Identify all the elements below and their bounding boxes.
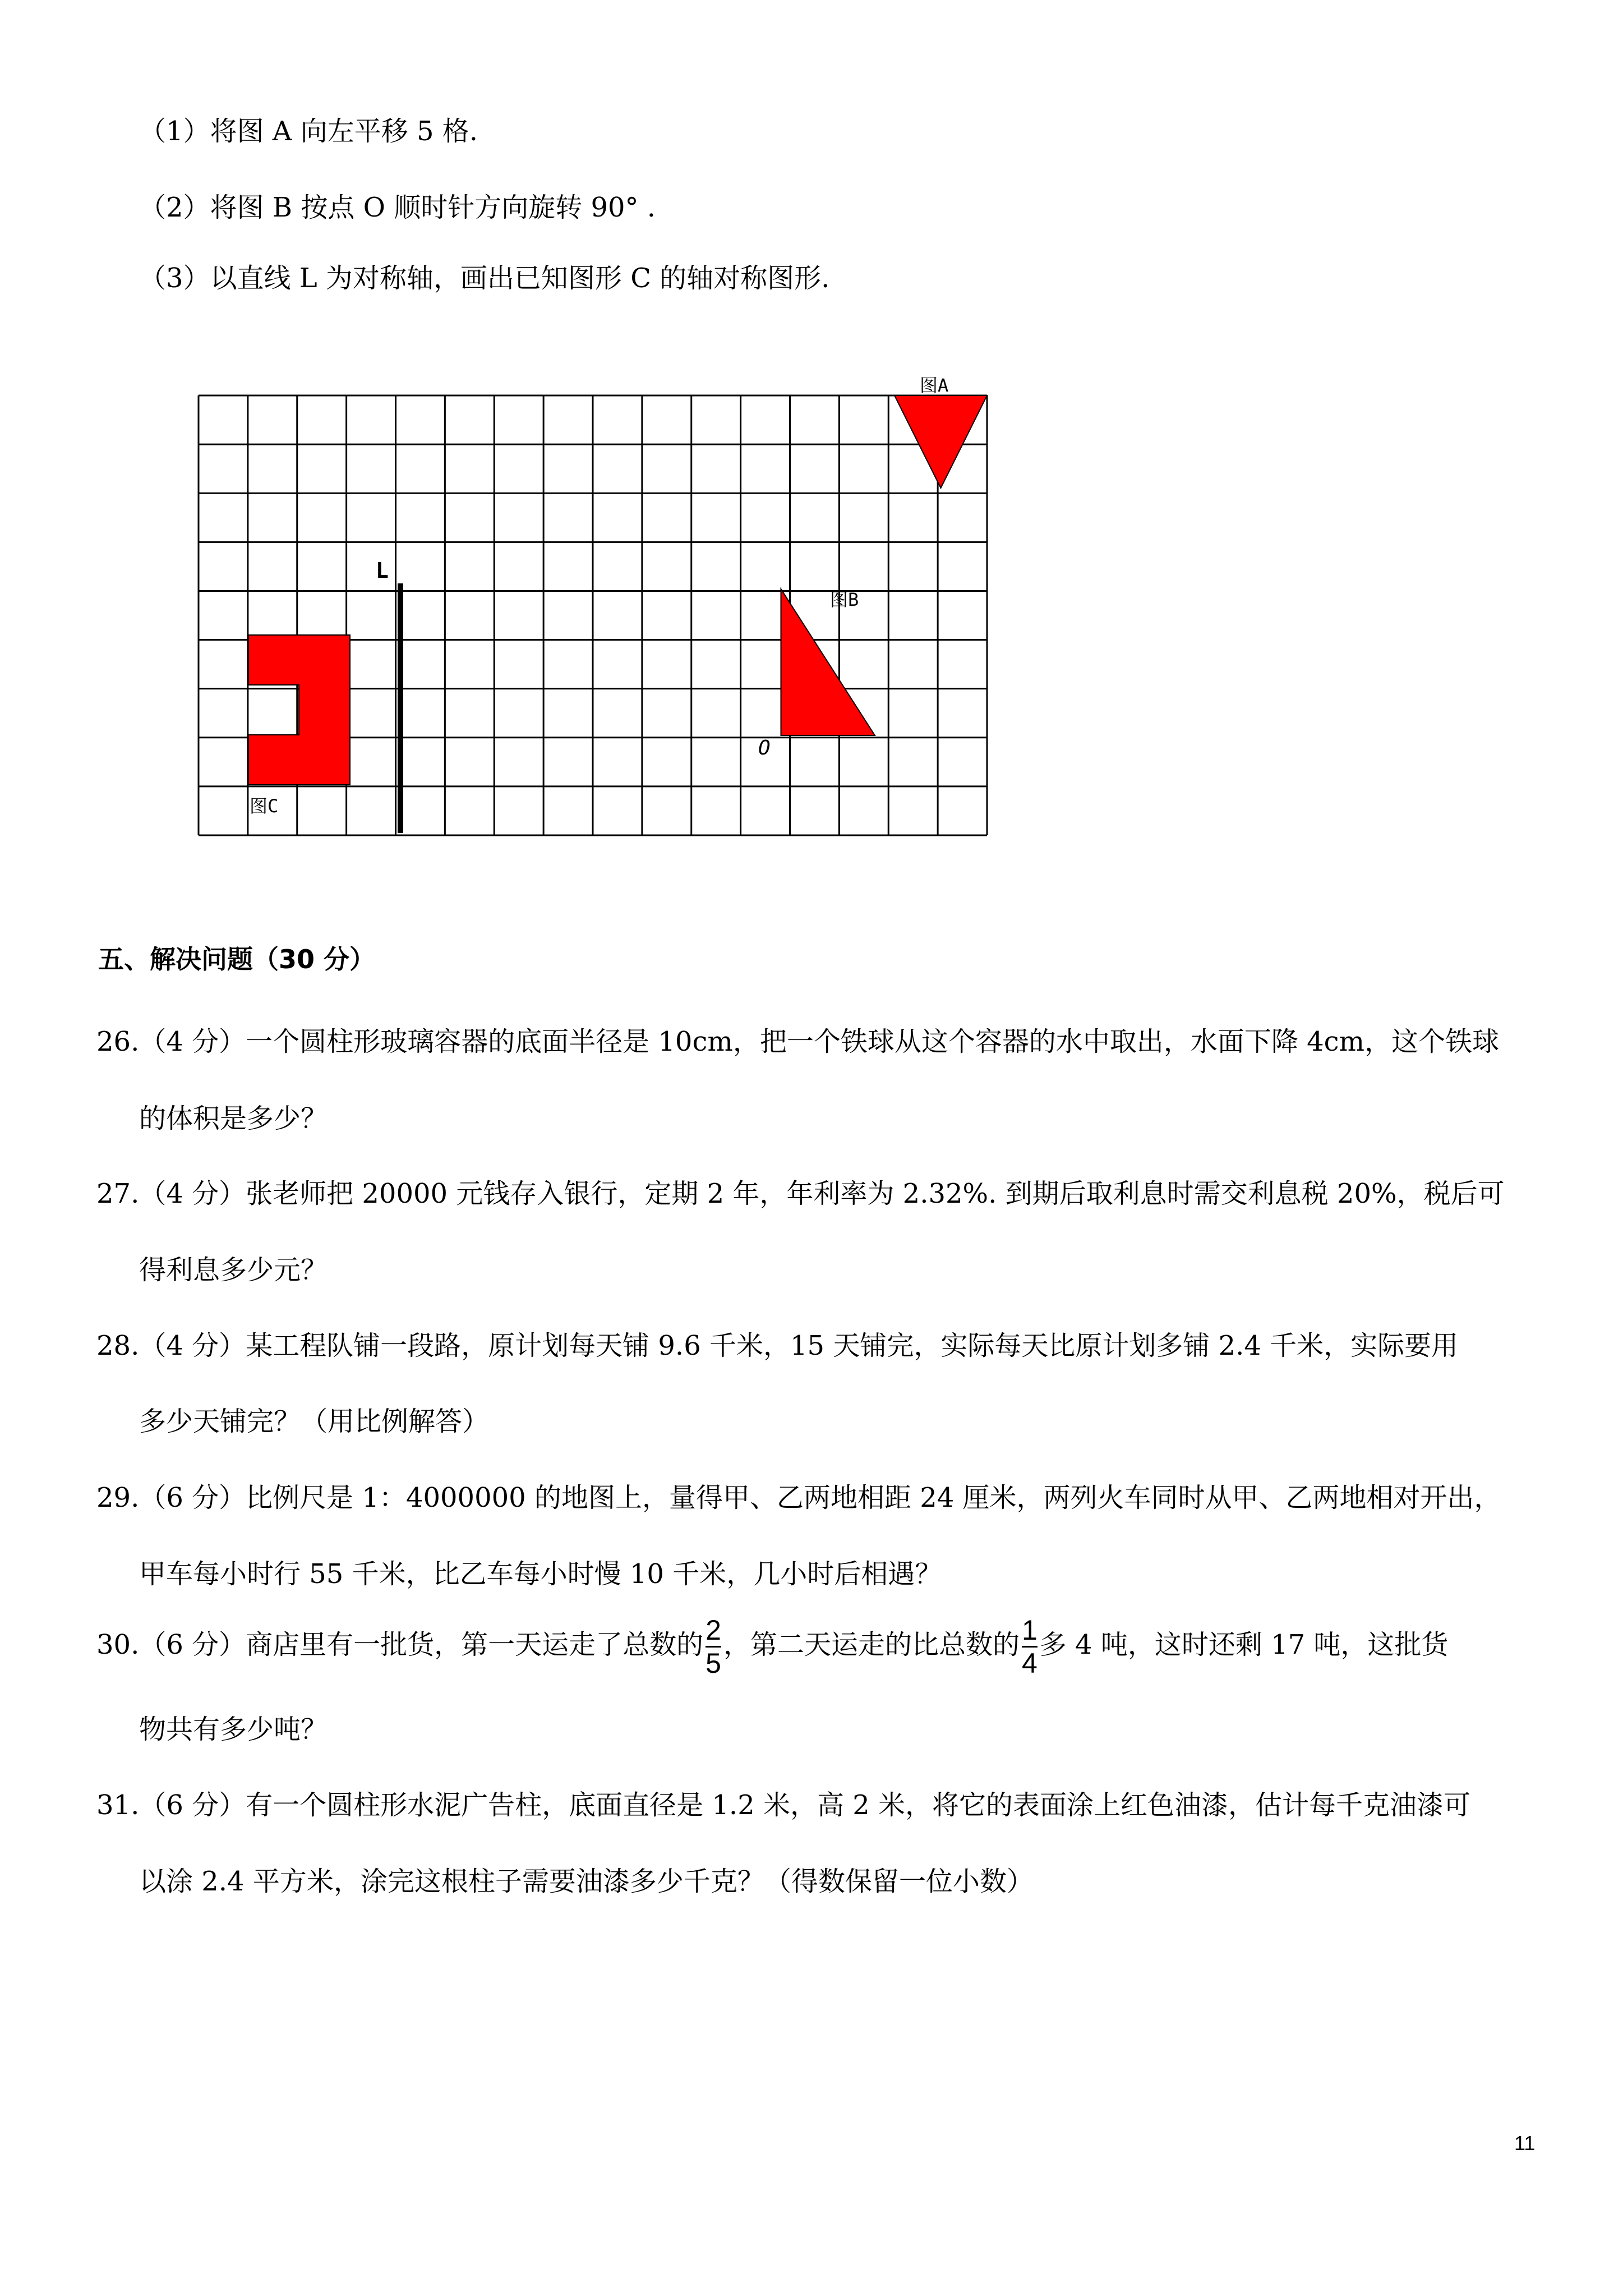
q29-line1: 29.（6 分）比例尺是 1：4000000 的地图上，量得甲、乙两地相距 24 厘米，两列火车同时从甲、乙两地相对开出， xyxy=(96,1482,1501,1513)
instruction-1: （1）将图 A 向左平移 5 格. xyxy=(139,116,478,147)
page-number: 11 xyxy=(1514,2132,1536,2155)
q26-line1: 26.（4 分）一个圆柱形玻璃容器的底面半径是 10cm，把一个铁球从这个容器的水中取出，水面下降 4cm，这个铁球 xyxy=(96,1026,1500,1057)
label-l: L xyxy=(376,558,389,583)
q31-line1: 31.（6 分）有一个圆柱形水泥广告柱，底面直径是 1.2 米，高 2 米，将它的表面涂上红色油漆，估计每千克油漆可 xyxy=(96,1789,1471,1821)
label-o: O xyxy=(758,737,771,760)
fraction-denominator: 4 xyxy=(1022,1646,1038,1679)
q29-line2: 甲车每小时行 55 千米，比乙车每小时慢 10 千米，几小时后相遇？ xyxy=(139,1558,942,1590)
fraction-numerator: 2 xyxy=(706,1614,721,1646)
instruction-2: （2）将图 B 按点 O 顺时针方向旋转 90° . xyxy=(139,192,656,223)
q27-line1: 27.（4 分）张老师把 20000 元钱存入银行，定期 2 年，年利率为 2.32%. 到期后取利息时需交利息税 20%，税后可 xyxy=(96,1178,1505,1209)
fraction-one-quarter xyxy=(1022,1614,1038,1679)
q30-text-2: ，第二天运走的比总数的 xyxy=(723,1629,1020,1660)
q28-line2: 多少天铺完？（用比例解答） xyxy=(139,1406,490,1437)
label-b: 图B xyxy=(830,589,859,610)
grid-figure xyxy=(185,359,1038,853)
fraction-denominator: 5 xyxy=(706,1646,721,1679)
fraction-two-fifths xyxy=(706,1614,721,1679)
shape-c xyxy=(248,635,350,785)
q30-text-1: 30.（6 分）商店里有一批货，第一天运走了总数的 xyxy=(96,1629,704,1660)
q28-line1: 28.（4 分）某工程队铺一段路，原计划每天铺 9.6 千米，15 天铺完，实际每天比原计划多铺 2.4 千米，实际要用 xyxy=(96,1330,1459,1361)
q31-line2: 以涂 2.4 平方米，涂完这根柱子需要油漆多少千克？（得数保留一位小数） xyxy=(139,1866,1034,1897)
q30-line2: 物共有多少吨？ xyxy=(139,1714,328,1745)
q27-line2: 得利息多少元？ xyxy=(139,1254,328,1286)
label-c: 图C xyxy=(250,795,279,817)
instruction-3: （3）以直线 L 为对称轴，画出已知图形 C 的轴对称图形. xyxy=(139,263,830,294)
shape-b xyxy=(781,589,875,735)
q26-line2: 的体积是多少？ xyxy=(139,1103,328,1134)
shape-a xyxy=(895,395,987,488)
label-a: 图A xyxy=(920,375,949,396)
section-title: 五、解决问题（30 分） xyxy=(98,944,376,974)
q30-text-3: 多 4 吨，这时还剩 17 吨，这批货 xyxy=(1039,1629,1449,1660)
fraction-numerator: 1 xyxy=(1021,1614,1038,1646)
q30-line1 xyxy=(96,1614,1448,1679)
